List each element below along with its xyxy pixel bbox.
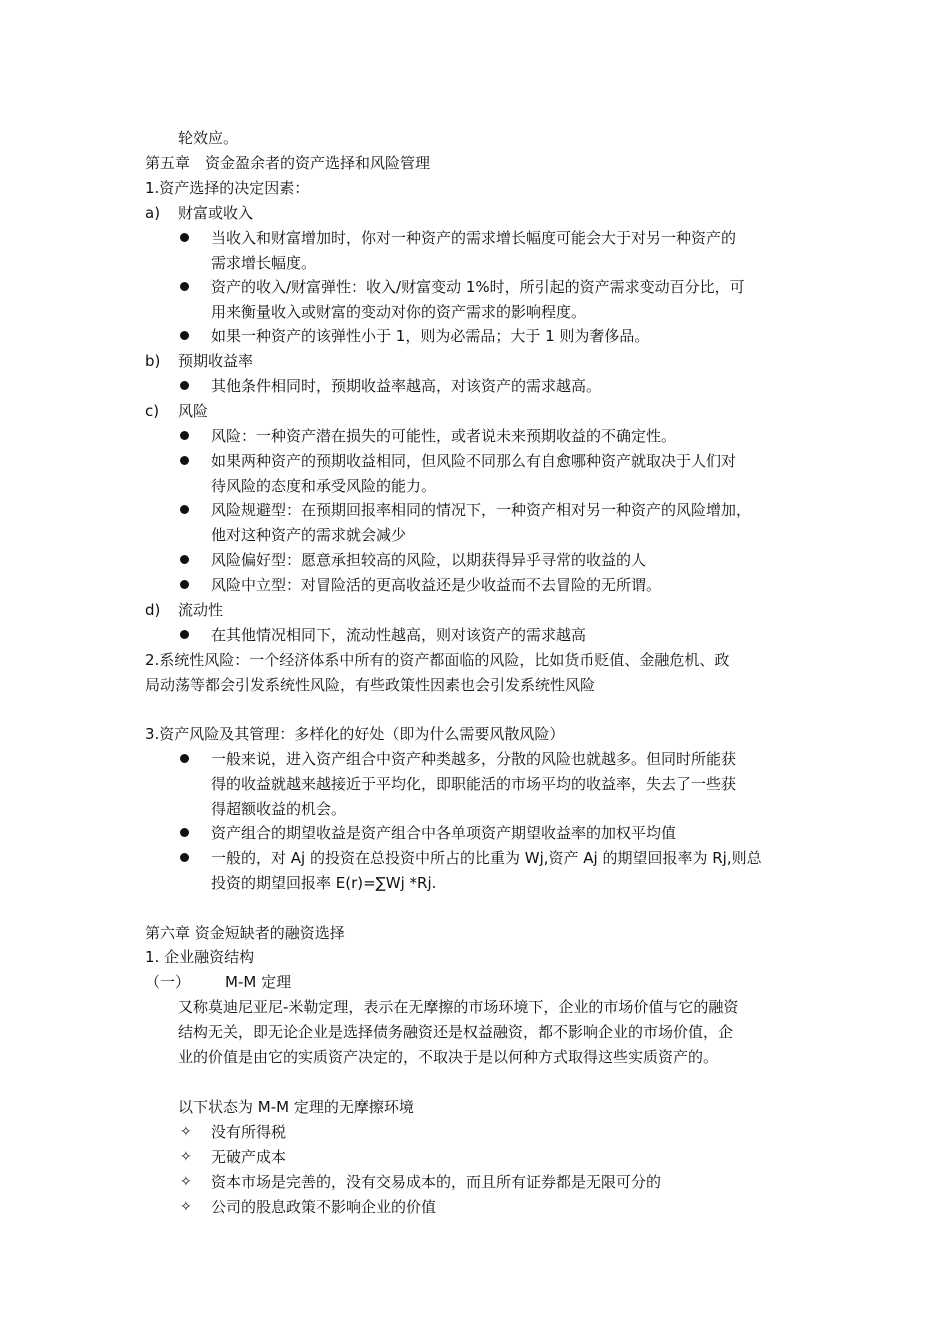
text-line: 投资的期望回报率 E(r)=∑Wj *Rj. xyxy=(211,874,437,892)
text-line: 如果两种资产的预期收益相同，但风险不同那么有自愈哪种资产就取决于人们对 xyxy=(211,452,737,470)
text-line: 2.系统性风险：一个经济体系中所有的资产都面临的风险，比如货币贬值、金融危机、政 xyxy=(145,651,730,669)
text-line: 需求增长幅度。 xyxy=(211,254,317,272)
text-line: 又称莫迪尼亚尼-米勒定理，表示在无摩擦的市场环境下，企业的市场价值与它的融资 xyxy=(178,998,739,1016)
text-line: 局动荡等都会引发系统性风险，有些政策性因素也会引发系统性风险 xyxy=(145,676,596,694)
subsection-title: 风险 xyxy=(178,402,209,420)
text-line: 业的价值是由它的实质资产决定的，不取决于是以何种方式取得这些实质资产的。 xyxy=(178,1048,719,1066)
text-line: 在其他情况相同下，流动性越高，则对该资产的需求越高 xyxy=(211,626,587,644)
list-marker: d) xyxy=(145,601,161,619)
bullet-icon xyxy=(180,853,189,862)
diamond-bullet-icon: ✧ xyxy=(180,1174,192,1190)
text-line: 得的收益就越来越接近于平均化，即职能活的市场平均的收益率，失去了一些获 xyxy=(211,775,737,793)
list-item: 无破产成本 xyxy=(211,1148,287,1166)
bullet-icon xyxy=(180,754,189,763)
diamond-bullet-icon: ✧ xyxy=(180,1149,192,1165)
bullet-icon xyxy=(180,580,189,589)
text-line: 如果一种资产的该弹性小于 1，则为必需品；大于 1 则为奢侈品。 xyxy=(211,327,650,345)
text-line: 以下状态为 M-M 定理的无摩擦环境 xyxy=(178,1098,414,1116)
list-marker: b) xyxy=(145,352,161,370)
section-1-title: 1.资产选择的决定因素： xyxy=(145,179,310,197)
subsection-title: M-M 定理 xyxy=(225,973,292,991)
text-line: 风险：一种资产潜在损失的可能性，或者说未来预期收益的不确定性。 xyxy=(211,427,677,445)
section-title: 1. 企业融资结构 xyxy=(145,948,255,966)
diamond-bullet-icon: ✧ xyxy=(180,1124,192,1140)
list-item: 资本市场是完善的，没有交易成本的，而且所有证券都是无限可分的 xyxy=(211,1173,662,1191)
text-line: 风险规避型：在预期回报率相同的情况下，一种资产相对另一种资产的风险增加， xyxy=(211,501,752,519)
chapter-5-title: 第五章 资金盈余者的资产选择和风险管理 xyxy=(145,154,431,172)
text-line: 轮效应。 xyxy=(178,129,239,147)
bullet-icon xyxy=(180,431,189,440)
text-line: 得超额收益的机会。 xyxy=(211,800,347,818)
text-line: 一般来说，进入资产组合中资产种类越多，分散的风险也就越多。但同时所能获 xyxy=(211,750,737,768)
text-line: 他对这种资产的需求就会减少 xyxy=(211,526,407,544)
list-marker: a) xyxy=(145,204,161,222)
bullet-icon xyxy=(180,555,189,564)
text-line: 用来衡量收入或财富的变动对你的资产需求的影响程度。 xyxy=(211,303,587,321)
subsection-title: 预期收益率 xyxy=(178,352,254,370)
text-line: 风险中立型：对冒险活的更高收益还是少收益而不去冒险的无所谓。 xyxy=(211,576,662,594)
bullet-icon xyxy=(180,381,189,390)
bullet-icon xyxy=(180,331,189,340)
list-item: 没有所得税 xyxy=(211,1123,287,1141)
bullet-icon xyxy=(180,505,189,514)
text-line: 当收入和财富增加时，你对一种资产的需求增长幅度可能会大于对另一种资产的 xyxy=(211,229,737,247)
list-marker: c) xyxy=(145,402,160,420)
text-line: 资产组合的期望收益是资产组合中各单项资产期望收益率的加权平均值 xyxy=(211,824,677,842)
text-line: 风险偏好型：愿意承担较高的风险，以期获得异乎寻常的收益的人 xyxy=(211,551,647,569)
section-3-title: 3.资产风险及其管理：多样化的好处（即为什么需要风散风险） xyxy=(145,725,565,743)
text-line: 其他条件相同时，预期收益率越高，对该资产的需求越高。 xyxy=(211,377,602,395)
bullet-icon xyxy=(180,282,189,291)
chapter-6-title: 第六章 资金短缺者的融资选择 xyxy=(145,924,345,942)
subsection-title: 流动性 xyxy=(178,601,224,619)
bullet-icon xyxy=(180,630,189,639)
bullet-icon xyxy=(180,233,189,242)
text-line: 一般的，对 Aj 的投资在总投资中所占的比重为 Wj,资产 Aj 的期望回报率为 Rj,则总 xyxy=(211,849,762,867)
subsection-title: 财富或收入 xyxy=(178,204,254,222)
bullet-icon xyxy=(180,456,189,465)
text-line: 待风险的态度和承受风险的能力。 xyxy=(211,477,437,495)
list-marker: （一） xyxy=(145,973,191,991)
bullet-icon xyxy=(180,828,189,837)
list-item: 公司的股息政策不影响企业的价值 xyxy=(211,1198,437,1216)
text-line: 结构无关，即无论企业是选择债务融资还是权益融资，都不影响企业的市场价值，企 xyxy=(178,1023,734,1041)
diamond-bullet-icon: ✧ xyxy=(180,1199,192,1215)
text-line: 资产的收入/财富弹性：收入/财富变动 1%时，所引起的资产需求变动百分比，可 xyxy=(211,278,745,296)
